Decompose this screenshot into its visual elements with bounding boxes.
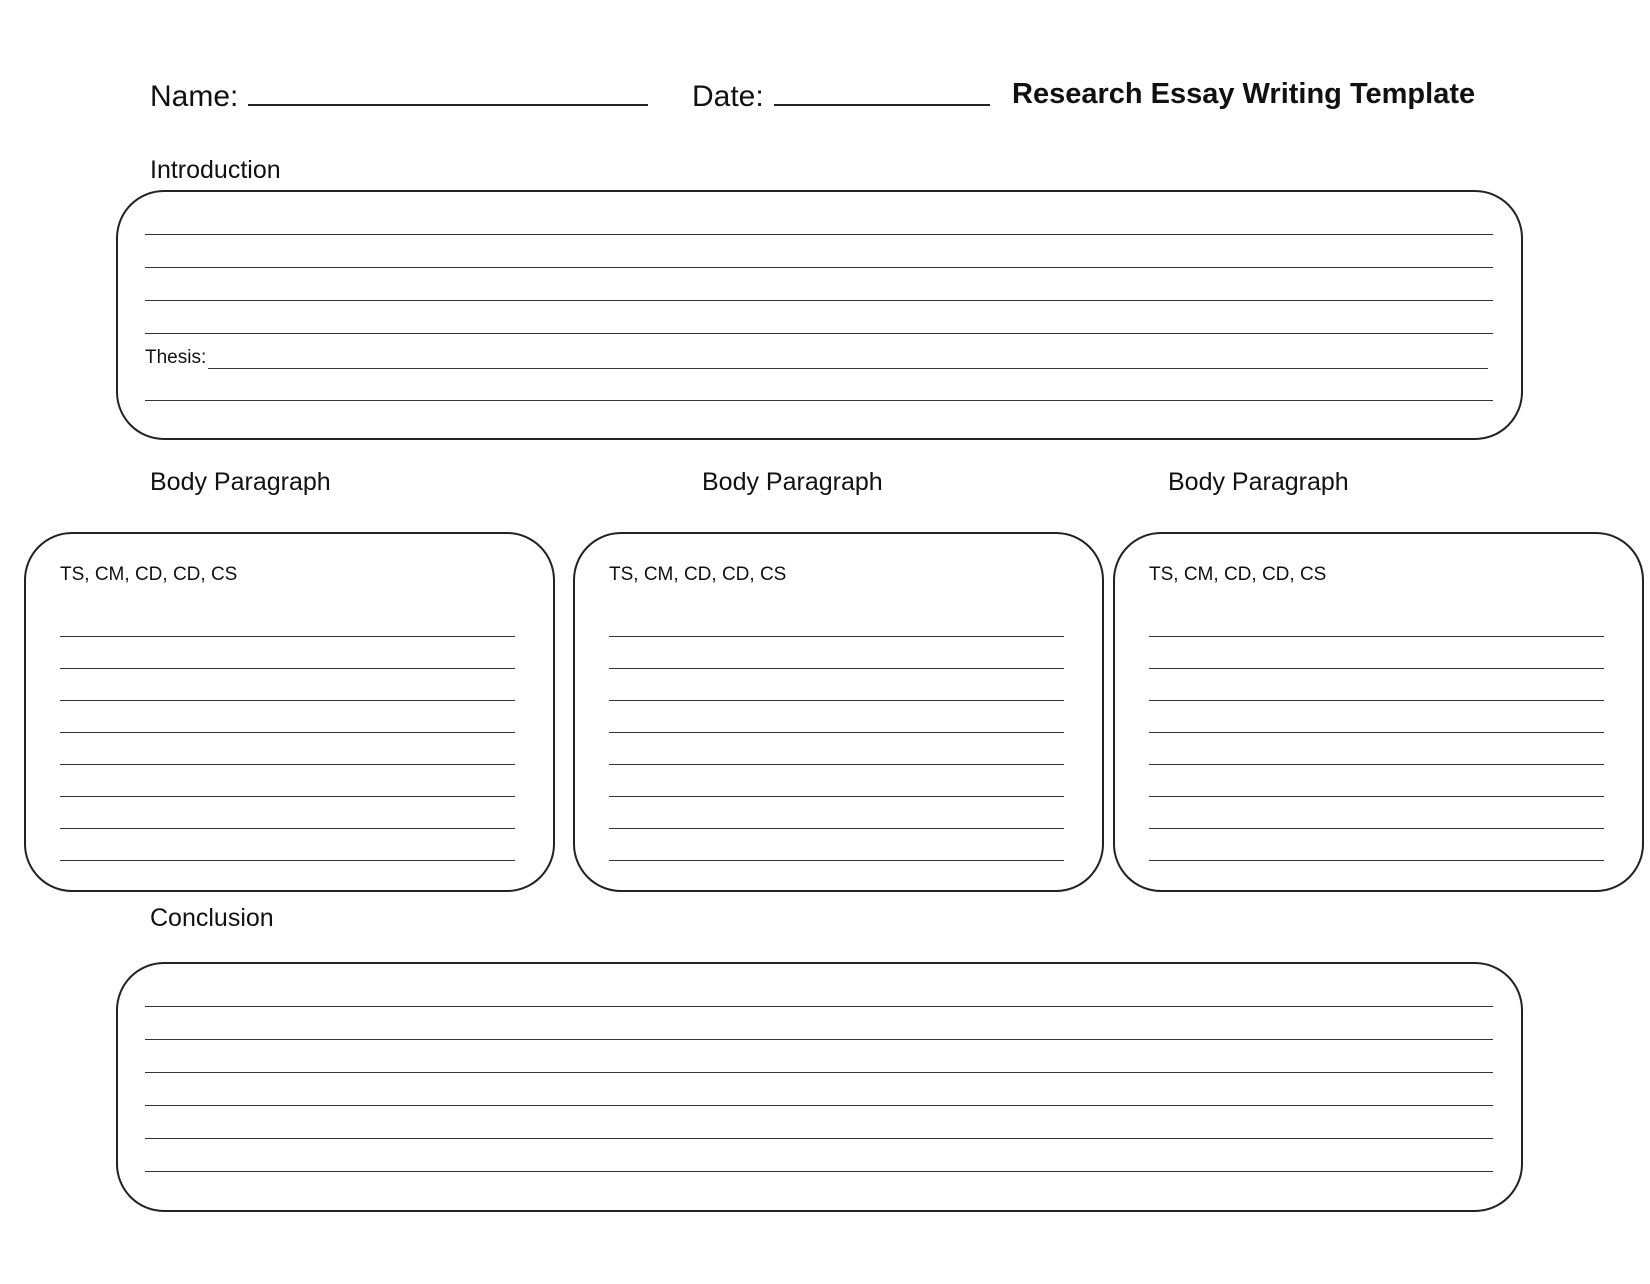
body-paragraph-2-label: Body Paragraph xyxy=(702,468,883,496)
writing-line[interactable] xyxy=(609,636,1064,637)
writing-line[interactable] xyxy=(1149,700,1604,701)
body-paragraph-1-label: Body Paragraph xyxy=(150,468,331,496)
name-field xyxy=(150,78,648,114)
writing-line[interactable] xyxy=(609,764,1064,765)
writing-line[interactable] xyxy=(60,732,515,733)
writing-line[interactable] xyxy=(1149,668,1604,669)
worksheet-title: Research Essay Writing Template xyxy=(1012,78,1476,110)
date-label: Date: xyxy=(692,80,764,113)
writing-line[interactable] xyxy=(60,860,515,861)
writing-line[interactable] xyxy=(1149,796,1604,797)
writing-line[interactable] xyxy=(1149,828,1604,829)
writing-line[interactable] xyxy=(60,796,515,797)
body-paragraph-1-box xyxy=(24,532,555,892)
writing-line[interactable] xyxy=(60,828,515,829)
body-paragraph-3-box xyxy=(1113,532,1644,892)
writing-line[interactable] xyxy=(60,668,515,669)
thesis-row[interactable] xyxy=(145,347,1488,369)
thesis-label: Thesis: xyxy=(145,347,207,368)
body-paragraph-code: TS, CM, CD, CD, CS xyxy=(60,564,238,585)
name-label: Name: xyxy=(150,80,239,113)
body-paragraph-3-label: Body Paragraph xyxy=(1168,468,1349,496)
writing-line[interactable] xyxy=(145,1039,1493,1040)
writing-line[interactable] xyxy=(145,1006,1493,1007)
body-paragraph-code: TS, CM, CD, CD, CS xyxy=(609,564,787,585)
writing-line[interactable] xyxy=(609,668,1064,669)
writing-line[interactable] xyxy=(1149,764,1604,765)
writing-line[interactable] xyxy=(609,732,1064,733)
conclusion-label: Conclusion xyxy=(150,904,274,932)
thesis-line[interactable] xyxy=(208,350,1488,369)
writing-line[interactable] xyxy=(60,636,515,637)
writing-line[interactable] xyxy=(145,1105,1493,1106)
writing-line[interactable] xyxy=(145,267,1493,268)
writing-line[interactable] xyxy=(609,796,1064,797)
writing-line[interactable] xyxy=(60,764,515,765)
date-blank-line[interactable] xyxy=(774,78,990,106)
writing-line[interactable] xyxy=(145,234,1493,235)
writing-line[interactable] xyxy=(609,860,1064,861)
body-paragraph-2-box xyxy=(573,532,1104,892)
writing-line[interactable] xyxy=(1149,860,1604,861)
name-blank-line[interactable] xyxy=(248,78,648,106)
writing-line[interactable] xyxy=(609,700,1064,701)
writing-line[interactable] xyxy=(145,333,1493,334)
introduction-box xyxy=(116,190,1523,440)
writing-line[interactable] xyxy=(60,700,515,701)
writing-line[interactable] xyxy=(145,1171,1493,1172)
writing-line[interactable] xyxy=(145,1138,1493,1139)
body-paragraph-code: TS, CM, CD, CD, CS xyxy=(1149,564,1327,585)
writing-line[interactable] xyxy=(145,1072,1493,1073)
date-field xyxy=(692,78,990,114)
writing-line[interactable] xyxy=(609,828,1064,829)
writing-line[interactable] xyxy=(1149,636,1604,637)
conclusion-box xyxy=(116,962,1523,1212)
writing-line[interactable] xyxy=(145,400,1493,401)
introduction-label: Introduction xyxy=(150,156,281,184)
writing-line[interactable] xyxy=(145,300,1493,301)
writing-line[interactable] xyxy=(1149,732,1604,733)
